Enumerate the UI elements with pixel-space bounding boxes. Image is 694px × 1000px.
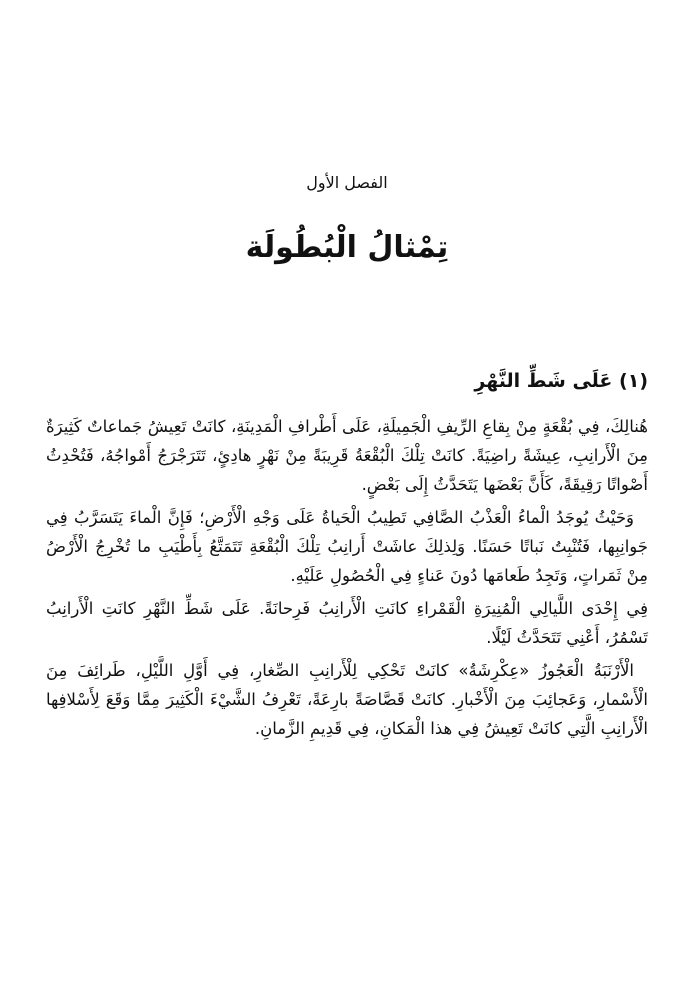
chapter-title: تِمْثالُ الْبُطُولَة [245, 230, 449, 265]
paragraph: الْأَرْنَبَةُ الْعَجُوزُ «عِكْرِشَةُ» كانَتْ تَحْكِي لِلْأَرانِبِ الصِّغارِ، فِي أَوَّلِ اللَّيْلِ، طَرائِفَ مِنَ الْأَسْمارِ، وَعَجائِبَ مِنَ الْأَخْبارِ. كانَتْ قَصَّاصَةً بارِعَةً، تَعْرِفُ الشَّيْءَ الْكَثِيرَ مِمَّا وَقَعَ لِأَسْلافِها الْأَرانِبِ الَّتِي كانَتْ تَعِيشُ فِي هذا الْمَكانِ، فِي قَدِيمِ الزَّمانِ. [46, 661, 648, 738]
body-text [46, 412, 648, 747]
chapter-label: الفصل الأول [306, 173, 388, 192]
paragraph: هُنالِكَ، فِي بُقْعَةٍ مِنْ بِقاعِ الرِّيفِ الْجَمِيلَةِ، عَلَى أَطْرافِ الْمَدِينَةِ، كانَتْ تَعِيشُ جَماعاتٌ كَثِيرَةٌ مِنَ الْأَرانِبِ، عِيشَةً راضِيَةً. كانَتْ تِلْكَ الْبُقْعَةُ قَرِيبَةً مِنْ نَهْرٍ هادِئٍ، تَتَرَجْرَجُ أَمْواجُهُ، فَتُحْدِثُ أَصْواتًا رَقِيقَةً، كَأَنَّ بَعْضَها يَتَحَدَّثُ إِلَى بَعْضٍ. [46, 417, 648, 494]
paragraph: وَحَيْثُ يُوجَدُ الْماءُ الْعَذْبُ الصَّافِي تَطِيبُ الْحَياةُ عَلَى وَجْهِ الْأَرْضِ؛ فَإِنَّ الْماءَ يَتَسَرَّبُ فِي جَوانِبِها، فَتُنْبِتُ نَباتًا حَسَنًا. وَلِذلِكَ عاشَتْ أَرانِبُ تِلْكَ الْبُقْعَةِ تَتَمَتَّعُ بِأَطْيَبِ ما تُخْرِجُ الْأَرْضُ مِنْ ثَمَراتٍ، وَتَجِدُ طَعامَها دُونَ عَناءٍ فِي الْحُصُولِ عَلَيْهِ. [46, 508, 648, 585]
paragraph: فِي إِحْدَى اللَّيالِي الْمُنِيرَةِ الْقَمْراءِ كانَتِ الْأَرانِبُ فَرِحانَةً. عَلَى شَطِّ النَّهْرِ كانَتِ الْأَرانِبُ تَسْمُرُ، أَعْنِي تَتَحَدَّثُ لَيْلًا. [46, 599, 648, 647]
section-heading: (١) عَلَى شَطِّ النَّهْرِ [474, 370, 648, 392]
